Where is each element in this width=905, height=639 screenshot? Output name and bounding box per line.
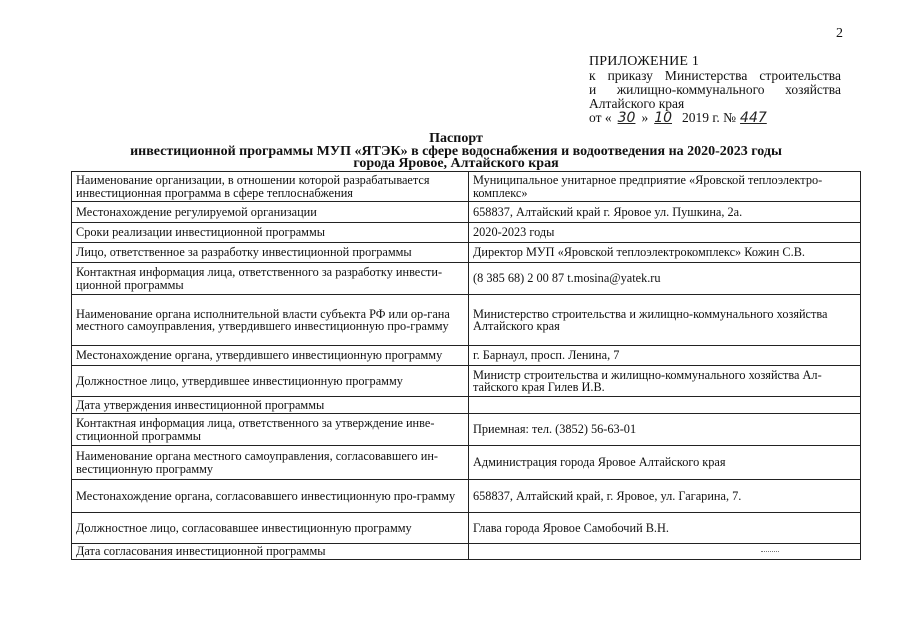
- table-row: [72, 446, 861, 480]
- row-value: Приемная: тел. (3852) 56-63-01: [469, 414, 861, 446]
- row-label: Сроки реализации инвестиционной программы: [72, 223, 469, 243]
- row-label: Контактная информация лица, ответственного за разработку инвести-ционной программы: [72, 263, 469, 295]
- stray-mark: [761, 551, 779, 552]
- table-row: [72, 544, 861, 560]
- row-label: Местонахождение регулируемой организации: [72, 202, 469, 223]
- row-label: Наименование органа местного самоуправления, согласовавшего ин-вестиционную программу: [72, 446, 469, 480]
- table-row: [72, 397, 861, 414]
- appendix-line-2: и жилищно-коммунального хозяйства: [589, 82, 841, 97]
- row-label: Наименование организации, в отношении которой разрабатывается инвестиционная программа в сфере теплоснабжения: [72, 172, 469, 202]
- row-value: 2020-2023 годы: [469, 223, 861, 243]
- appendix-line-1: к приказу Министерства строительства: [589, 68, 841, 83]
- date-prefix: от «: [589, 110, 612, 125]
- row-label: Должностное лицо, согласовавшее инвестиционную программу: [72, 513, 469, 544]
- row-label: Должностное лицо, утвердившее инвестиционную программу: [72, 366, 469, 397]
- row-value: Директор МУП «Яровской теплоэлектрокомплекс» Кожин С.В.: [469, 243, 861, 263]
- row-label: Местонахождение органа, утвердившего инвестиционную программу: [72, 346, 469, 366]
- row-label: Местонахождение органа, согласовавшего инвестиционную про-грамму: [72, 480, 469, 513]
- table-row: [72, 480, 861, 513]
- handwritten-order-number: 447: [740, 110, 767, 126]
- table-row: [72, 223, 861, 243]
- handwritten-day: 30: [617, 110, 636, 126]
- row-value: г. Барнаул, просп. Ленина, 7: [469, 346, 861, 366]
- row-value: 658837, Алтайский край г. Яровое ул. Пушкина, 2а.: [469, 202, 861, 223]
- appendix-block: [589, 55, 841, 125]
- table-row: [72, 414, 861, 446]
- table-row: [72, 295, 861, 346]
- page-number: 2: [836, 26, 843, 41]
- row-value: [469, 397, 861, 414]
- table-row: [72, 263, 861, 295]
- table-row: [72, 172, 861, 202]
- handwritten-month: 10: [654, 110, 673, 126]
- table-row: [72, 346, 861, 366]
- heading-line-1: Паспорт: [429, 131, 483, 146]
- document-heading: [70, 133, 842, 171]
- table-row: [72, 243, 861, 263]
- row-value: (8 385 68) 2 00 87 t.mosina@yatek.ru: [469, 263, 861, 295]
- appendix-date-line: [589, 111, 841, 125]
- appendix-title: ПРИЛОЖЕНИЕ 1: [589, 54, 700, 69]
- heading-line-3: города Яровое, Алтайского края: [353, 156, 559, 171]
- row-value: Глава города Яровое Самобочий В.Н.: [469, 513, 861, 544]
- table-row: [72, 366, 861, 397]
- row-label: Дата согласования инвестиционной программы: [72, 544, 469, 560]
- row-value: 658837, Алтайский край, г. Яровое, ул. Гагарина, 7.: [469, 480, 861, 513]
- row-label: Наименование органа исполнительной власти субъекта РФ или ор-гана местного самоуправления, утвердившего инвестиционную про-грамму: [72, 295, 469, 346]
- passport-table: [71, 171, 861, 560]
- date-year: 2019 г. №: [682, 110, 737, 125]
- row-value: [469, 544, 861, 560]
- row-value: Муниципальное унитарное предприятие «Яровской теплоэлектро-комплекс»: [469, 172, 861, 202]
- date-mid: »: [641, 110, 649, 125]
- table-row: [72, 202, 861, 223]
- row-value: Министр строительства и жилищно-коммунального хозяйства Ал-тайского края Гилев И.В.: [469, 366, 861, 397]
- appendix-line-3: Алтайского края: [589, 96, 685, 111]
- row-label: Лицо, ответственное за разработку инвестиционной программы: [72, 243, 469, 263]
- row-value: Администрация города Яровое Алтайского края: [469, 446, 861, 480]
- row-label: Дата утверждения инвестиционной программы: [72, 397, 469, 414]
- table-row: [72, 513, 861, 544]
- row-label: Контактная информация лица, ответственного за утверждение инве-стиционной программы: [72, 414, 469, 446]
- row-value: Министерство строительства и жилищно-коммунального хозяйства Алтайского края: [469, 295, 861, 346]
- heading-line-2: инвестиционной программы МУП «ЯТЭК» в сфере водоснабжения и водоотведения на 2020-2023 годы: [130, 143, 782, 159]
